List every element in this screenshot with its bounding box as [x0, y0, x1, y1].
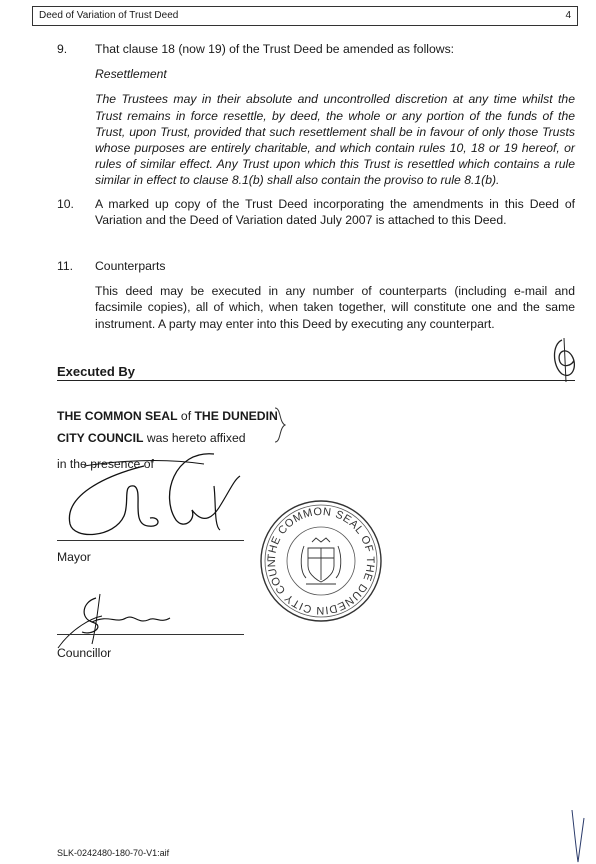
clause-number: 9.: [57, 42, 68, 56]
common-seal-stamp: [251, 487, 386, 626]
clause-intro: That clause 18 (now 19) of the Trust Deed be amended as follows:: [95, 42, 455, 56]
brace-mark: [273, 406, 289, 444]
coat-of-arms-icon: [301, 538, 341, 584]
clause-10: [57, 196, 575, 228]
page-number: 4: [565, 10, 571, 21]
councillor-label: Councillor: [57, 646, 112, 660]
clause-subheading: Resettlement: [95, 67, 167, 82]
presence-text: in the presence of: [57, 457, 154, 471]
mayor-label: Mayor: [57, 550, 91, 564]
councillor-signature-line: [57, 634, 244, 635]
clause-text: The Trustees may in their absolute and uncontrolled discretion at any time whilst the Trust remains in force resettle, by deed, the whole or any portion of the funds of the Trust, upon Trust, provided that such resettlement shall be in favour of only those Trusts whose purposes are entirely charitable, and which contain rules 10, 18 or 19 hereof, or rules of similar effect. Any Trust upon which this Trust is resettled which contains a rule similar in effect to clause 8.1(b) shall also contain the proviso to rule 8.1(b).: [95, 92, 575, 188]
seal-ring-text: THE COMMON SEAL OF THE DUNEDIN CITY COUNCIL: [251, 487, 377, 617]
clause-subheading: Counterparts: [95, 259, 166, 273]
mayor-signature-line: [57, 540, 244, 541]
document-title: Deed of Variation of Trust Deed: [39, 10, 179, 21]
seal-clause-line-2: CITY COUNCIL was hereto affixed: [57, 431, 246, 445]
seal-clause-line-1: THE COMMON SEAL of THE DUNEDIN: [57, 409, 278, 423]
page-header: [32, 6, 578, 26]
clause-number: 11.: [57, 259, 74, 273]
mayor-signature: [64, 446, 244, 546]
document-reference: SLK-0242480-180-70-V1:aif: [57, 848, 170, 858]
clause-11: [57, 258, 575, 332]
margin-tick-mark: [568, 808, 588, 864]
clause-number: 10.: [57, 197, 74, 211]
executed-by-heading: Executed By: [57, 364, 575, 381]
clause-9: [57, 41, 575, 189]
svg-text:THE COMMON SEAL OF THE DUNEDIN: [252, 487, 376, 616]
clause-text: A marked up copy of the Trust Deed incorporating the amendments in this Deed of Variation and the Deed of Variation dated July 2007 is attached to this Deed.: [95, 197, 575, 228]
clause-text: This deed may be executed in any number of counterparts (including e-mail and facsimile copies), all of which, when taken together, will constitute one and the same instrument. A party may enter into this Deed by executing any counterpart.: [95, 284, 575, 331]
